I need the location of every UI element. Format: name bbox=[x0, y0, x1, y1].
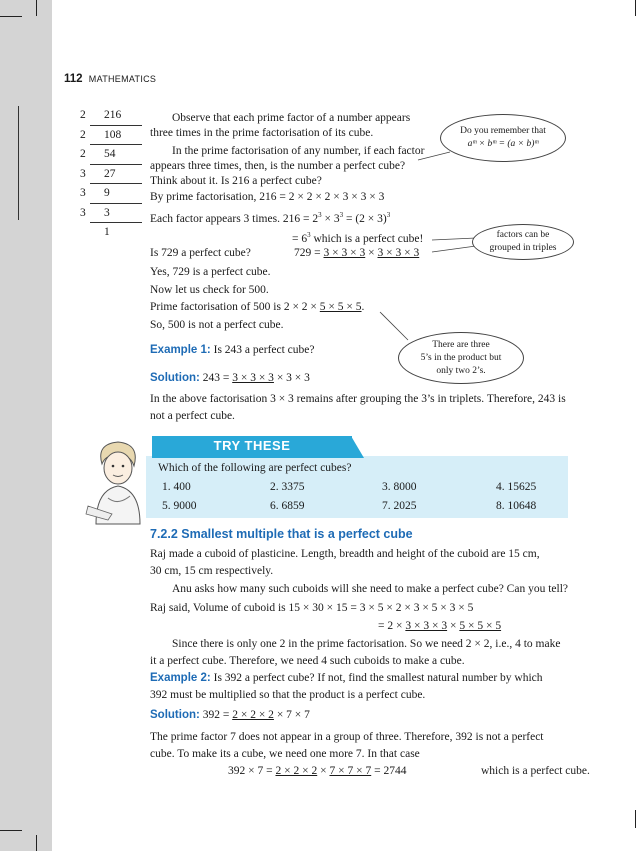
book-title: MATHEMATICS bbox=[88, 74, 157, 84]
intro-line: Think about it. Is 216 a perfect cube? bbox=[150, 175, 322, 187]
intro-line: three times in the prime factorisation of its cube. bbox=[150, 127, 374, 139]
explanation-1: not a perfect cube. bbox=[150, 410, 235, 422]
ladder-row: 3 3 bbox=[90, 204, 142, 224]
try-these-question: Which of the following are perfect cubes? bbox=[158, 462, 352, 474]
intro-line: In the prime factorisation of any number, if each factor bbox=[172, 145, 425, 157]
try-option: 7. 2025 bbox=[382, 500, 417, 512]
solution-2: Solution: 392 = 2 × 2 × 2 × 7 × 7 bbox=[150, 709, 310, 721]
intro-line: Observe that each prime factor of a number appears bbox=[172, 112, 411, 124]
perfect-cube-line: = $6^3$ which is a perfect cube! bbox=[292, 231, 424, 245]
prime-500: Prime factorisation of 500 is 2 × 2 × 5 × 5 × 5. bbox=[150, 301, 365, 313]
remember-bubble: Do you remember that aᵐ × bᵐ = (a × b)ᵐ bbox=[440, 114, 566, 162]
intro-line: appears three times, then, is the number a perfect cube? bbox=[150, 160, 406, 172]
try-option: 1. 400 bbox=[162, 481, 191, 493]
question-729: Is 729 a perfect cube? bbox=[150, 247, 251, 259]
explanation-2: cube. To make its a cube, we need one more 7. In that case bbox=[150, 748, 420, 760]
ladder-row: 2 216 bbox=[90, 106, 142, 126]
try-tab-corner bbox=[351, 436, 365, 458]
example-2: Example 2: Is 392 a perfect cube? If not, find the smallest natural number by which bbox=[150, 672, 543, 684]
try-option: 2. 3375 bbox=[270, 481, 305, 493]
try-option: 5. 9000 bbox=[162, 500, 197, 512]
threes-bubble: There are three 5’s in the product but only two 2’s. bbox=[398, 332, 524, 384]
yes-729: Yes, 729 is a perfect cube. bbox=[150, 266, 271, 278]
section-line: Anu asks how many such cuboids will she need to make a perfect cube? Can you tell? bbox=[172, 583, 568, 595]
triples-bubble: factors can be grouped in triples bbox=[472, 224, 574, 260]
section-line: 30 cm, 15 cm respectively. bbox=[150, 565, 274, 577]
ladder-row: 3 27 bbox=[90, 165, 142, 185]
try-option: 8. 10648 bbox=[496, 500, 537, 512]
section-line: Raj said, Volume of cuboid is 15 × 30 × 15 = 3 × 5 × 2 × 3 × 5 × 3 × 5 bbox=[150, 602, 474, 614]
section-line: Since there is only one 2 in the prime factorisation. So we need 2 × 2, i.e., 4 to make bbox=[172, 638, 561, 650]
explanation-2: The prime factor 7 does not appear in a group of three. Therefore, 392 is not a perfect bbox=[150, 731, 544, 743]
try-option: 4. 15625 bbox=[496, 481, 537, 493]
explanation-1: In the above factorisation 3 × 3 remains after grouping the 3’s in triplets. Therefore, 243 is bbox=[150, 393, 566, 405]
prime-factorisation-216: By prime factorisation, 216 = 2 × 2 × 2 × 3 × 3 × 3 bbox=[150, 191, 385, 203]
example-2-cont: 392 must be multiplied so that the product is a perfect cube. bbox=[150, 689, 426, 701]
ladder-row: 1 bbox=[104, 226, 110, 238]
try-option: 3. 8000 bbox=[382, 481, 417, 493]
solution-1: Solution: 243 = 3 × 3 × 3 × 3 × 3 bbox=[150, 372, 310, 384]
boy-illustration bbox=[82, 434, 154, 526]
not-500: So, 500 is not a perfect cube. bbox=[150, 319, 284, 331]
check-500: Now let us check for 500. bbox=[150, 284, 269, 296]
try-option: 6. 6859 bbox=[270, 500, 305, 512]
ladder-row: 2 54 bbox=[90, 145, 142, 165]
try-these-title: TRY THESE bbox=[213, 438, 291, 453]
final-conclusion: which is a perfect cube. bbox=[481, 765, 590, 777]
example-1: Example 1: Is 243 a perfect cube? bbox=[150, 344, 315, 356]
page-number: 112 bbox=[64, 73, 83, 85]
ladder-row: 2 108 bbox=[90, 126, 142, 146]
ladder-row: 3 9 bbox=[90, 184, 142, 204]
section-line: it a perfect cube. Therefore, we need 4 such cuboids to make a cube. bbox=[150, 655, 465, 667]
factorisation-729: 729 = 3 × 3 × 3 × 3 × 3 × 3 bbox=[294, 247, 420, 259]
section-line: = 2 × 3 × 3 × 3 × 5 × 5 × 5 bbox=[378, 620, 502, 632]
final-equation: 392 × 7 = 2 × 2 × 2 × 7 × 7 × 7 = 2744 bbox=[228, 765, 407, 777]
each-factor-line: Each factor appears 3 times. $216 = 2^3 \times 3^3 = (2 \times 3)^3$ bbox=[150, 211, 391, 225]
section-heading: 7.2.2 Smallest multiple that is a perfect cube bbox=[150, 527, 413, 541]
section-line: Raj made a cuboid of plasticine. Length, breadth and height of the cuboid are 15 cm, bbox=[150, 548, 540, 560]
